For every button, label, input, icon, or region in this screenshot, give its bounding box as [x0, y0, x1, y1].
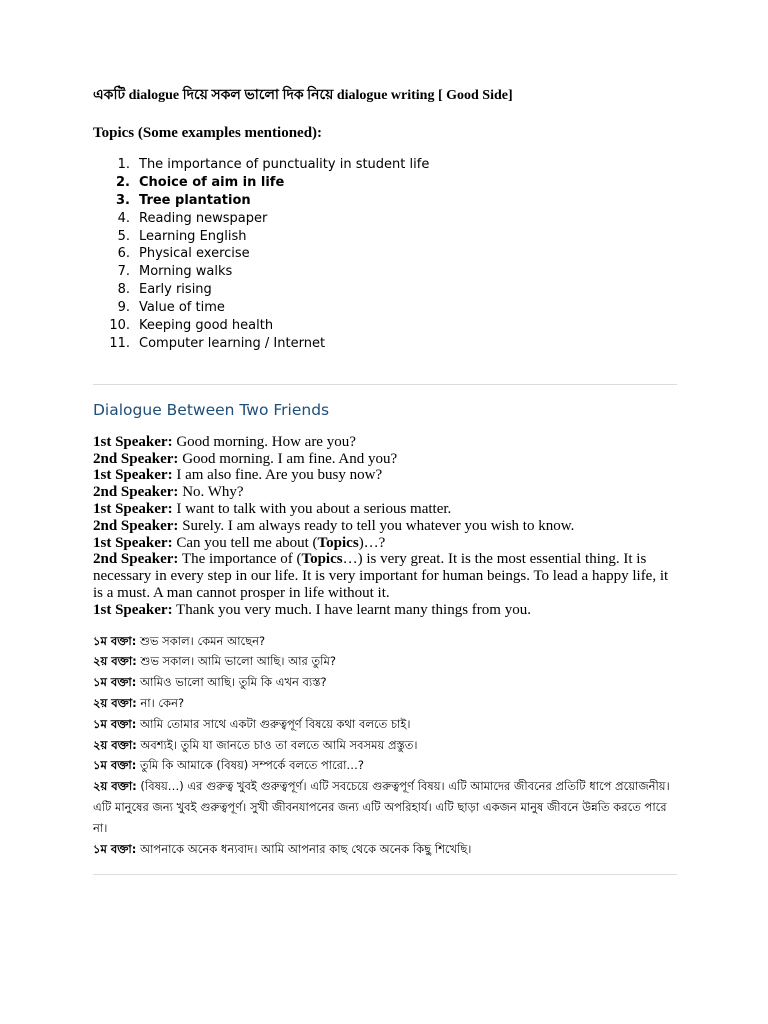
topic-text: Tree plantation — [139, 192, 251, 208]
topic-placeholder: Topics — [301, 551, 343, 568]
speaker-label: 1st Speaker: — [93, 467, 173, 484]
topic-number: 5. — [117, 228, 130, 244]
speaker-label: 1st Speaker: — [93, 534, 173, 551]
topic-text: Physical exercise — [139, 246, 250, 262]
dialogue-text: …) is very great. It is the most essential thing. It is necessary in every step in our life. It is very important for human beings. To lead a happy life, it is a must. A man cannot prosper in life without it. — [93, 551, 669, 601]
topic-number: 8. — [117, 282, 130, 298]
topic-number: 1. — [117, 157, 130, 172]
topic-number: 9. — [117, 300, 130, 316]
speaker-label: ১ম বক্তা: — [93, 758, 137, 773]
speaker-label: ১ম বক্তা: — [93, 716, 137, 731]
dialogue-line — [93, 631, 677, 652]
topic-item — [93, 192, 677, 210]
dialogue-text: না। কেন? — [136, 695, 185, 710]
divider — [93, 874, 677, 875]
topic-text: Computer learning / Internet — [139, 335, 326, 351]
topic-item — [93, 245, 677, 263]
topic-text: Morning walks — [139, 264, 233, 280]
topic-item — [93, 156, 677, 174]
dialogue-text: I want to talk with you about a serious matter. — [172, 500, 452, 517]
dialogue-bengali — [93, 631, 677, 860]
topic-text: Learning English — [139, 228, 247, 244]
dialogue-line — [93, 839, 677, 860]
dialogue-line — [93, 693, 677, 714]
dialogue-line — [93, 776, 677, 838]
topic-text: Choice of aim in life — [139, 174, 285, 190]
section-heading: Dialogue Between Two Friends — [93, 400, 330, 419]
dialogue-line — [93, 551, 677, 601]
topics-heading: Topics (Some examples mentioned): — [93, 125, 323, 141]
speaker-label: ১ম বক্তা: — [93, 675, 137, 690]
topic-text: Keeping good health — [139, 318, 274, 334]
dialogue-text: The importance of ( — [178, 551, 302, 568]
topic-number: 2. — [116, 174, 130, 190]
document-title: একটি dialogue দিয়ে সকল ভালো দিক নিয়ে dialogue writing [ Good Side] — [93, 88, 513, 103]
topic-number: 4. — [117, 210, 130, 226]
topic-number: 6. — [117, 246, 130, 262]
dialogue-text: I am also fine. Are you busy now? — [172, 467, 383, 484]
dialogue-line — [93, 602, 677, 619]
speaker-label: 2nd Speaker: — [93, 484, 179, 501]
topic-placeholder: Topics — [317, 534, 359, 551]
topic-item — [93, 210, 677, 228]
dialogue-line — [93, 484, 677, 501]
dialogue-text: Good morning. I am fine. And you? — [178, 450, 398, 467]
topic-item — [93, 228, 677, 246]
speaker-label: ২য় বক্তা: — [93, 779, 137, 794]
dialogue-text: Can you tell me about ( — [172, 534, 318, 551]
dialogue-english — [93, 434, 677, 619]
topic-item — [93, 281, 677, 299]
dialogue-line — [93, 755, 677, 776]
topic-item — [93, 174, 677, 192]
speaker-label: ২য় বক্তা: — [93, 737, 137, 752]
dialogue-text: Good morning. How are you? — [172, 433, 356, 450]
speaker-label: 1st Speaker: — [93, 500, 173, 517]
dialogue-text: আপনাকে অনেক ধন্যবাদ। আমি আপনার কাছ থেকে অনেক কিছু শিখেছি। — [136, 841, 472, 856]
speaker-label: ১ম বক্তা: — [93, 633, 137, 648]
speaker-label: 1st Speaker: — [93, 601, 173, 618]
dialogue-text: অবশ্যই। তুমি যা জানতে চাও তা বলতে আমি সবসময় প্রস্তুত। — [136, 737, 418, 752]
dialogue-text: শুভ সকাল। আমি ভালো আছি। আর তুমি? — [136, 654, 336, 669]
topic-number: 11. — [109, 335, 130, 351]
topic-item — [93, 263, 677, 281]
dialogue-text: তুমি কি আমাকে (বিষয়) সম্পর্কে বলতে পারো…? — [136, 758, 365, 773]
speaker-label: ২য় বক্তা: — [93, 654, 137, 669]
dialogue-text: আমি তোমার সাথে একটা গুরুত্বপূর্ণ বিষয়ে কথা বলতে চাই। — [136, 716, 411, 731]
topic-text: The importance of punctuality in student life — [139, 157, 430, 172]
topic-number: 3. — [116, 192, 130, 208]
speaker-label: ১ম বক্তা: — [93, 841, 137, 856]
dialogue-text: Thank you very much. I have learnt many things from you. — [172, 601, 531, 618]
topic-item — [93, 335, 677, 353]
dialogue-line — [93, 467, 677, 484]
dialogue-line — [93, 434, 677, 451]
speaker-label: 2nd Speaker: — [93, 551, 179, 568]
topic-number: 10. — [109, 318, 130, 334]
topic-text: Value of time — [139, 300, 225, 316]
dialogue-text: No. Why? — [178, 484, 244, 501]
document-body — [93, 86, 677, 875]
topic-text: Early rising — [139, 282, 212, 298]
dialogue-line — [93, 501, 677, 518]
dialogue-text: (বিষয়…) এর গুরুত্ব খুবই গুরুত্বপূর্ণ। এটি সবচেয়ে গুরুত্বপূর্ণ বিষয়। এটি আমাদের জীবনের প্রতিটি ধাপে প্রয়োজনীয়। এটি মানুষের জন্য খুবই গুরুত্বপূর্ণ। সুখী জীবনযাপনের জন্য এটি অপরিহার্য। এটি ছাড়া একজন মানুষ জীবনে উন্নতি করতে পারে না। — [93, 779, 670, 835]
dialogue-line — [93, 714, 677, 735]
dialogue-line — [93, 518, 677, 535]
dialogue-line — [93, 451, 677, 468]
dialogue-line — [93, 735, 677, 756]
divider — [93, 384, 677, 385]
topic-number: 7. — [117, 264, 130, 280]
speaker-label: 2nd Speaker: — [93, 450, 179, 467]
speaker-label: 1st Speaker: — [93, 433, 173, 450]
topic-item — [93, 299, 677, 317]
dialogue-text: আমিও ভালো আছি। তুমি কি এখন ব্যস্ত? — [136, 675, 327, 690]
dialogue-line — [93, 535, 677, 552]
speaker-label: ২য় বক্তা: — [93, 695, 137, 710]
topics-list — [93, 156, 677, 353]
speaker-label: 2nd Speaker: — [93, 517, 179, 534]
dialogue-text: শুভ সকাল। কেমন আছেন? — [136, 633, 266, 648]
topic-text: Reading newspaper — [139, 210, 268, 226]
topic-item — [93, 317, 677, 335]
dialogue-text: Surely. I am always ready to tell you whatever you wish to know. — [178, 517, 575, 534]
dialogue-line — [93, 651, 677, 672]
dialogue-text: )…? — [358, 534, 386, 551]
dialogue-line — [93, 672, 677, 693]
